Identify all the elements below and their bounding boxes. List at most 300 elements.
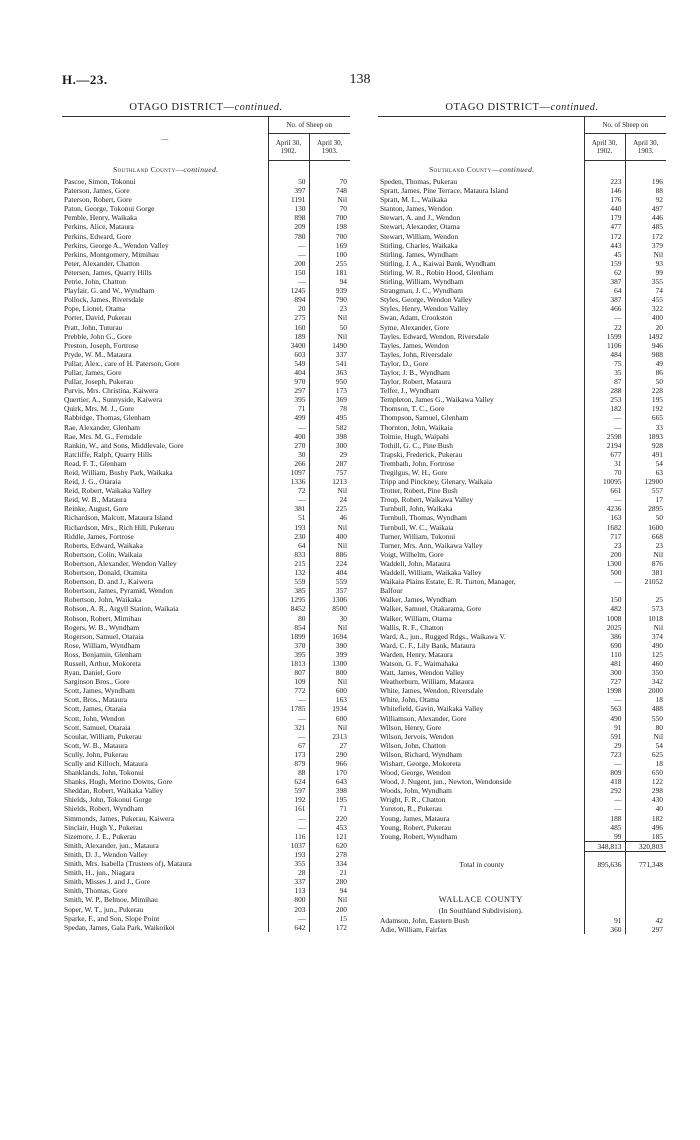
owner-name: Stewart, Alexander, Otama	[380, 222, 460, 232]
sheep-1903: 430	[625, 795, 666, 804]
owner-name: Pemble, Henry, Waikaka	[64, 213, 138, 223]
table-row	[62, 704, 350, 713]
owner-name: Tayles, John, Riversdale	[380, 349, 453, 359]
sheep-1902: 275	[268, 313, 309, 322]
table-row	[378, 650, 666, 659]
owner-name: Robertson, John, Waikaka	[64, 595, 142, 605]
owner-name: Rogers, W. B., Wyndham	[64, 622, 140, 632]
sheep-1902: 91	[584, 916, 625, 925]
owner-name: Richardson, Malcott, Mataura Island	[64, 513, 173, 523]
sheep-1902: 193	[268, 850, 309, 859]
table-row	[62, 486, 350, 495]
owner-name: Yoreton, R., Pukerau	[380, 804, 442, 814]
owner-name: Ross, Benjamin, Glenham	[64, 649, 142, 659]
sheep-1902: 400	[268, 432, 309, 441]
owner-name: Scully and Killoch, Mataura	[64, 759, 148, 768]
sheep-1902: 230	[268, 532, 309, 541]
sheep-1903: 195	[625, 395, 666, 404]
sheep-1902: 1295	[268, 595, 309, 604]
table-row	[378, 723, 666, 732]
sheep-1902: 807	[268, 668, 309, 677]
table-row	[378, 916, 666, 925]
sheep-1903: 80	[625, 723, 666, 732]
sheep-1902: —	[584, 577, 625, 586]
sheep-1902: 1097	[268, 468, 309, 477]
table-row	[62, 323, 350, 332]
table-row	[378, 786, 666, 795]
sheep-1902: 4236	[584, 504, 625, 513]
sheep-1903: 42	[625, 916, 666, 925]
table-row	[378, 441, 666, 450]
table-row	[62, 404, 350, 413]
sheep-1903: Nil	[309, 486, 350, 495]
sheep-1903: 1306	[309, 595, 350, 604]
table-row	[378, 486, 666, 495]
owner-name: Weatherburn, William, Mataura	[380, 677, 474, 687]
sheep-1903: Nil	[309, 195, 350, 204]
sheep-1903: 2000	[625, 686, 666, 695]
owner-name: Warden, Henry, Mataura	[380, 649, 453, 659]
owner-name: Robertson, Donald, Otamita	[64, 568, 148, 578]
sheep-1903: 446	[625, 213, 666, 222]
sheep-1902: 2194	[584, 441, 625, 450]
owner-name: Pope, Lionel, Otama	[64, 304, 126, 314]
sheep-1902: —	[584, 759, 625, 768]
owner-name: Perkins, Edward, Gore	[64, 231, 132, 241]
sheep-1902: 163	[584, 513, 625, 522]
table-row	[378, 614, 666, 623]
owner-name: Stirling, William, Wyndham	[380, 277, 464, 287]
sheep-1902: 75	[584, 359, 625, 368]
owner-name: Walker, Samuel, Otakarama, Gore	[380, 604, 482, 614]
owner-name: Sheddan, Robert, Waikaka Valley	[64, 786, 164, 796]
sheep-1902: 809	[584, 768, 625, 777]
sheep-1903: 18	[625, 759, 666, 768]
sheep-1902: 381	[268, 504, 309, 513]
table-row	[378, 350, 666, 359]
owner-name: Wilson, Henry, Gore	[380, 722, 442, 732]
sheep-1902: 418	[584, 777, 625, 786]
table-row	[378, 268, 666, 277]
owner-name: Scott, John, Wendon	[64, 713, 125, 723]
owner-name: Tregilgus, W. H., Gore	[380, 468, 448, 477]
sheep-1902: 99	[584, 832, 625, 842]
sheep-1903: 18	[625, 695, 666, 704]
right-column-title: OTAGO DISTRICT—continued.	[445, 102, 599, 113]
sheep-1902: 677	[584, 450, 625, 459]
sheep-1902: —	[584, 313, 625, 322]
sheep-1903: 488	[625, 704, 666, 713]
owner-name: Shanks, Hugh, Merino Downs, Gore	[64, 777, 173, 787]
sheep-1902: 30	[268, 450, 309, 459]
sheep-1903: 381	[625, 568, 666, 577]
right-column	[378, 100, 666, 934]
sheep-1903: 398	[309, 786, 350, 795]
owner-name: Prebble, John G., Gore	[64, 331, 132, 341]
sheep-1902: 1998	[584, 686, 625, 695]
table-row	[62, 841, 350, 850]
table-row	[378, 286, 666, 295]
sheep-1903: 1893	[625, 432, 666, 441]
table-row	[62, 268, 350, 277]
sheep-1902: 266	[268, 459, 309, 468]
table-row	[378, 532, 666, 541]
owner-name: Reid, William, Bushy Park, Waikaka	[64, 468, 173, 477]
sheep-1902: 91	[584, 723, 625, 732]
sheep-1902: 387	[584, 277, 625, 286]
table-row	[62, 450, 350, 459]
sheep-1902: 360	[584, 925, 625, 934]
table-row	[62, 341, 350, 350]
owner-name: Whitefield, Gavin, Waikaka Valley	[380, 704, 484, 714]
table-row	[62, 368, 350, 377]
sheep-1903: 23	[309, 304, 350, 313]
table-row	[378, 814, 666, 823]
sheep-1902: 50	[268, 177, 309, 186]
owner-name: Pollock, James, Riversdale	[64, 295, 144, 305]
owner-name: Quirk, Mrs. M. J., Gore	[64, 404, 135, 414]
owner-name: Robertson, Alexander, Wendon Valley	[64, 558, 177, 568]
sheep-1902: 1106	[584, 341, 625, 350]
sheep-1903: 1018	[625, 614, 666, 623]
owner-name: Reinke, August, Gore	[64, 504, 129, 514]
table-row	[62, 823, 350, 832]
sheep-1903: 50	[625, 513, 666, 522]
owner-name: Rankin, W., and Sons, Middlevale, Gore	[64, 440, 184, 450]
owner-name: Trotter, Robert, Pine Bush	[380, 486, 458, 496]
sheep-1903: 12900	[625, 477, 666, 486]
table-row	[378, 495, 666, 504]
owner-name: Rogerson, Samuel, Otaraia	[64, 631, 144, 641]
sheep-1903: 1492	[625, 332, 666, 341]
owner-name: Swan, Adam, Crookston	[380, 313, 453, 323]
table-row	[378, 304, 666, 313]
owner-name: Richardson, Mrs., Rich Hill, Pukerau	[64, 522, 175, 532]
sheep-1903: 196	[625, 177, 666, 186]
sheep-1903: 300	[309, 441, 350, 450]
sheep-1902: 443	[584, 241, 625, 250]
table-row	[378, 741, 666, 750]
owner-name: Smith, Mrs. Isabella (Trustees of), Mataura	[64, 859, 192, 869]
owner-name: Read, F. T., Glenham	[64, 458, 127, 468]
sheep-1903: 946	[625, 341, 666, 350]
table-row	[62, 695, 350, 704]
county-total-label: Total in county	[459, 860, 505, 870]
sheep-1903: 70	[309, 177, 350, 186]
sheep-1903: 182	[625, 814, 666, 823]
sheep-1903: 928	[625, 441, 666, 450]
sheep-1903: 21052	[625, 577, 666, 586]
owner-name: Roberts, Edward, Waikaka	[64, 540, 143, 550]
sheep-1902: 270	[268, 441, 309, 450]
table-row	[62, 541, 350, 550]
table-row	[62, 468, 350, 477]
sheep-1903: 460	[625, 659, 666, 668]
sheep-1902: 193	[268, 523, 309, 532]
left-owner-header: —	[62, 117, 268, 161]
sheep-1903: 24	[309, 495, 350, 504]
owner-name: White, John, Otama	[380, 695, 440, 705]
right-col-1902: April 30, 1902.	[584, 134, 625, 161]
sheep-1903: 357	[309, 586, 350, 595]
sheep-1903: 668	[625, 532, 666, 541]
table-row	[62, 568, 350, 577]
sheep-1903: 757	[309, 468, 350, 477]
sheep-1903: Nil	[309, 623, 350, 632]
sheep-1903: 88	[625, 186, 666, 195]
table-row	[62, 641, 350, 650]
sheep-1903: Nil	[309, 895, 350, 904]
owner-name: Scoular, William, Pukerau	[64, 731, 142, 741]
sheep-1903: 496	[625, 823, 666, 832]
sheep-1903: 490	[625, 641, 666, 650]
page-number: 138	[349, 72, 371, 87]
sheep-1902: 1336	[268, 477, 309, 486]
table-row	[62, 577, 350, 586]
sheep-1902: 150	[268, 268, 309, 277]
table-row	[62, 241, 350, 250]
sheep-1902: 1008	[584, 614, 625, 623]
owner-name: Woods, John, Wyndham	[380, 786, 452, 796]
sheep-1902: 71	[268, 404, 309, 413]
sheep-1903: 298	[625, 786, 666, 795]
sheep-1903: 369	[309, 395, 350, 404]
owner-name: Williamson, Alexander, Gore	[380, 713, 467, 723]
table-row	[62, 313, 350, 322]
sheep-1903: 25	[625, 595, 666, 604]
sheep-1902: 879	[268, 759, 309, 768]
total-1903: 771,348	[625, 851, 666, 878]
table-row	[378, 377, 666, 386]
owner-name: Pullar, Joseph, Pukerau	[64, 377, 134, 387]
owner-name: Telfer, J., Wyndham	[380, 386, 440, 396]
left-group-header: No. of Sheep on	[268, 117, 350, 134]
sheep-1902: —	[268, 914, 309, 923]
subtotal-1903: 320,803	[625, 841, 666, 851]
table-row	[62, 277, 350, 286]
table-row	[62, 777, 350, 786]
table-row	[62, 513, 350, 522]
sheep-1902: 772	[268, 686, 309, 695]
sheep-1903: 625	[625, 750, 666, 759]
owner-name: Pascoe, Simon, Tokonui	[64, 177, 136, 186]
table-row	[62, 586, 350, 595]
sheep-1903: Nil	[309, 677, 350, 686]
sheep-1903: 1694	[309, 632, 350, 641]
sheep-1903: 23	[625, 541, 666, 550]
table-row	[378, 295, 666, 304]
sheep-1903: 1934	[309, 704, 350, 713]
owner-name: Reid, Robert, Waikaka Valley	[64, 486, 152, 496]
sheep-1903: 280	[309, 877, 350, 886]
table-row	[378, 604, 666, 613]
owner-name: Trembath, John, Fortrose	[380, 458, 455, 468]
sheep-1902: 173	[268, 750, 309, 759]
table-row	[378, 714, 666, 723]
table-row	[378, 332, 666, 341]
owner-name: Wilson, Jervois, Wendon	[380, 731, 454, 741]
sheep-1902: 45	[584, 250, 625, 259]
sheep-1902: 113	[268, 886, 309, 895]
sheep-1903: 40	[625, 804, 666, 813]
owner-name: Preston, Joseph, Fortrose	[64, 340, 139, 350]
sheep-1903: 86	[625, 368, 666, 377]
table-row	[62, 859, 350, 868]
owner-name: Robson, A. R., Argyll Station, Waikaia	[64, 604, 179, 614]
table-row	[378, 632, 666, 641]
owner-name: Stewart, William, Wendon	[380, 231, 459, 241]
table-row	[62, 659, 350, 668]
owner-name: Paterson, Robert, Gore	[64, 195, 132, 205]
sheep-1903: Nil	[625, 623, 666, 632]
sheep-1902: 385	[268, 586, 309, 595]
sheep-1903: 557	[625, 486, 666, 495]
table-row	[62, 259, 350, 268]
owner-name: Templeton, James G., Waikawa Valley	[380, 395, 494, 405]
owner-name: Ryan, Daniel, Gore	[64, 668, 122, 678]
sheep-1902: 661	[584, 486, 625, 495]
sheep-1903: 50	[625, 377, 666, 386]
table-row	[62, 750, 350, 759]
owner-name: Adie, William, Fairfax	[380, 925, 447, 935]
owner-name: Walker, James, Wyndham	[380, 595, 457, 605]
sheep-1903: 363	[309, 368, 350, 377]
table-row	[62, 532, 350, 541]
owner-name: Scott, Samuel, Otaraia	[64, 722, 131, 732]
sheep-1903: 33	[625, 423, 666, 432]
sheep-1902: 253	[584, 395, 625, 404]
table-row	[62, 850, 350, 859]
table-row	[62, 432, 350, 441]
left-section-heading: Southland County—continued.	[62, 161, 350, 178]
sheep-1903: 278	[309, 850, 350, 859]
sheep-1902: 723	[584, 750, 625, 759]
table-row	[62, 204, 350, 213]
owner-name: Paterson, James, Gore	[64, 186, 130, 196]
report-code: H.—23.	[62, 72, 108, 87]
table-row	[62, 177, 350, 186]
owner-name: Robertson, James, Pyramid, Wendon	[64, 586, 173, 596]
sheep-1902: —	[268, 495, 309, 504]
table-row	[62, 832, 350, 841]
table-row	[62, 668, 350, 677]
sheep-1903: 225	[309, 504, 350, 513]
table-row	[62, 386, 350, 395]
sheep-1903: 600	[309, 686, 350, 695]
owner-name: Robson, Robert, Mimihau	[64, 613, 142, 623]
owner-name: Wilson, John, Chatton	[380, 740, 446, 750]
sheep-1902: 477	[584, 222, 625, 231]
table-row	[62, 286, 350, 295]
owner-name: Pullar, Alex., care of H. Paterson, Gore	[64, 358, 180, 368]
owner-name: Purvis, Mrs. Christina, Kaiwera	[64, 386, 159, 396]
table-row	[378, 423, 666, 432]
sheep-1902: 64	[584, 286, 625, 295]
table-row	[378, 559, 666, 568]
owner-name: Rabbidge, Thomas, Glenham	[64, 413, 151, 423]
sheep-1903: 169	[309, 241, 350, 250]
owner-name: Wishart, George, Mokoreta	[380, 759, 461, 768]
table-row	[62, 441, 350, 450]
sheep-1903: 1600	[625, 523, 666, 532]
sheep-1903: 390	[309, 641, 350, 650]
sheep-1902: 481	[584, 659, 625, 668]
table-row	[378, 195, 666, 204]
table-row	[378, 668, 666, 677]
sheep-1903: 70	[309, 204, 350, 213]
wallace-county-heading: WALLACE COUNTY	[378, 890, 666, 906]
sheep-1902: 23	[584, 541, 625, 550]
sheep-1903: Nil	[309, 313, 350, 322]
owner-name: Thornton, John, Waikaia	[380, 422, 453, 432]
owner-name: Stirling, Charles, Waikaka	[380, 240, 458, 250]
owner-name: Shields, John, Tokonui Gorge	[64, 795, 152, 805]
owner-name: Speden, Thomas, Pukerau	[380, 177, 458, 186]
owner-name: Petersen, James, Quarry Hills	[64, 267, 152, 277]
sheep-1903: 228	[625, 386, 666, 395]
sheep-1903: 93	[625, 259, 666, 268]
sheep-1903: Nil	[309, 332, 350, 341]
sheep-1903: 573	[625, 604, 666, 613]
sheep-1902: 88	[268, 768, 309, 777]
table-row	[378, 732, 666, 741]
sheep-1903: 27	[309, 741, 350, 750]
sheep-1902: 110	[584, 650, 625, 659]
sheep-1902: 894	[268, 295, 309, 304]
left-sheep-table	[62, 116, 350, 932]
table-row	[62, 905, 350, 914]
table-row	[62, 377, 350, 386]
sheep-1903: 63	[625, 468, 666, 477]
owner-name: Quertier, A., Sunnyside, Kaiwera	[64, 395, 163, 405]
sheep-1903: 748	[309, 186, 350, 195]
table-row	[62, 559, 350, 568]
sheep-1902: 717	[584, 532, 625, 541]
sheep-1902: 3400	[268, 341, 309, 350]
sheep-1902: 1899	[268, 632, 309, 641]
table-row	[378, 577, 666, 586]
sheep-1903: 398	[309, 432, 350, 441]
sheep-1902: 1300	[584, 559, 625, 568]
table-row	[62, 222, 350, 231]
sheep-1902: 591	[584, 732, 625, 741]
sheep-1902: 215	[268, 559, 309, 568]
sheep-1903: 650	[625, 768, 666, 777]
sheep-1902: 62	[584, 268, 625, 277]
table-row	[378, 386, 666, 395]
sheep-1902: 176	[584, 195, 625, 204]
owner-name: Adamson, John, Eastern Bush	[380, 915, 469, 925]
sheep-1903: 192	[625, 404, 666, 413]
sheep-1902: 1191	[268, 195, 309, 204]
owner-name: Tolmie, Hugh, Waipahi	[380, 431, 449, 441]
owner-name: Paton, George, Tokonui Gorge	[64, 204, 155, 214]
sheep-1903: 939	[309, 286, 350, 295]
owner-name: Wallis, R. F., Chatton	[380, 622, 444, 632]
sheep-1903: Nil	[625, 732, 666, 741]
sheep-1902: 490	[584, 714, 625, 723]
owner-name: Playfair, G. and W., Wyndham	[64, 286, 155, 296]
table-row	[378, 368, 666, 377]
owner-name: Spratt, James, Pine Terrace, Mataura Island	[380, 186, 509, 196]
table-row	[378, 832, 666, 842]
table-row	[378, 659, 666, 668]
table-row	[378, 504, 666, 513]
owner-name: Young, James, Mataura	[380, 813, 450, 823]
table-row	[62, 686, 350, 695]
owner-name: Wood, J. Nugent, jun., Newton, Wendonside	[380, 777, 512, 787]
sheep-1902: 780	[268, 232, 309, 241]
